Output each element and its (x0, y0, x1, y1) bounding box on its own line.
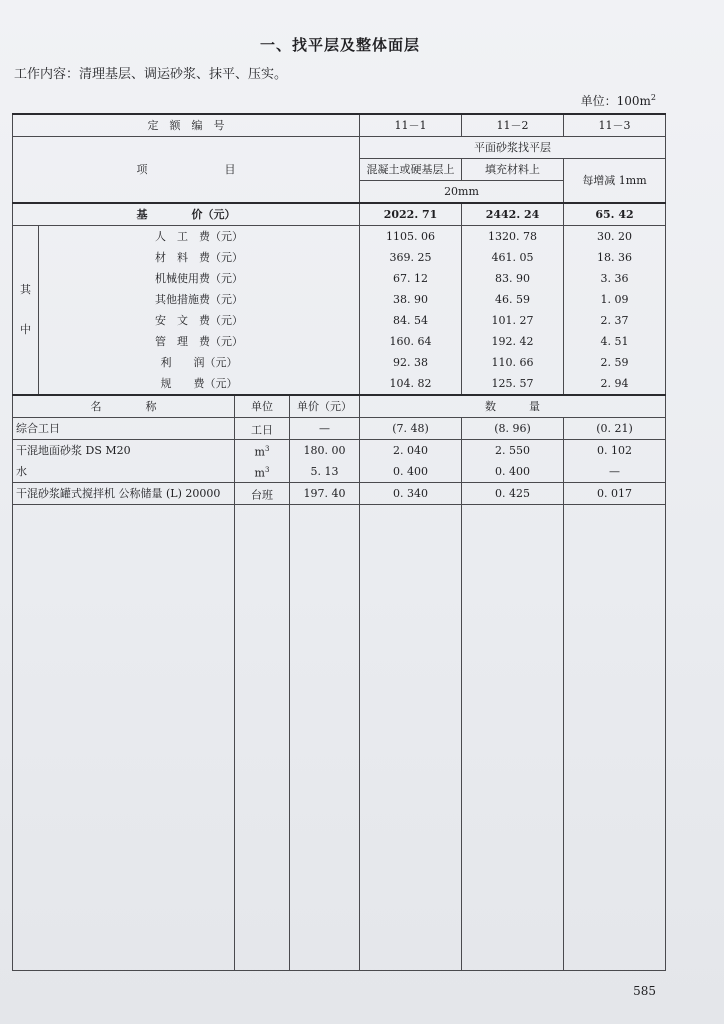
cost-value: 1320. 78 (462, 226, 564, 248)
resource-price: — (290, 418, 360, 440)
code-cell: 11－2 (462, 114, 564, 137)
item-label: 项 目 (13, 137, 360, 204)
resource-qty: (0. 21) (564, 418, 666, 440)
cost-value: 2. 37 (564, 310, 666, 331)
resource-qty: 0. 017 (564, 483, 666, 505)
code-cell: 11－1 (360, 114, 462, 137)
cost-row (13, 352, 666, 373)
header-row-group (13, 137, 666, 159)
base-price-label: 基 价（元） (13, 203, 360, 226)
empty-cell (462, 505, 564, 971)
resource-qty: (8. 96) (462, 418, 564, 440)
resource-qty: 0. 102 (564, 440, 666, 462)
cost-label: 材 料 费（元） (39, 247, 360, 268)
quota-number-label: 定 额 编 号 (13, 114, 360, 137)
cost-value: 2. 94 (564, 373, 666, 395)
resource-unit: $m^3$ (235, 461, 290, 483)
cost-value: 160. 64 (360, 331, 462, 352)
cost-value: 4. 51 (564, 331, 666, 352)
resource-qty: — (564, 461, 666, 483)
cost-value: 18. 36 (564, 247, 666, 268)
resource-qty: (7. 48) (360, 418, 462, 440)
resource-row (13, 440, 666, 462)
resource-price: 5. 13 (290, 461, 360, 483)
quota-number-row (13, 114, 666, 137)
resource-name: 干混地面砂浆 DS M20 (13, 440, 235, 462)
resource-price: 180. 00 (290, 440, 360, 462)
thickness-label: 20mm (360, 181, 564, 204)
cost-label: 其他措施费（元） (39, 289, 360, 310)
work-content: 工作内容：清理基层、调运砂浆、抹平、压实。 (14, 67, 288, 82)
cost-value: 38. 90 (360, 289, 462, 310)
cost-value: 461. 05 (462, 247, 564, 268)
subcol-header: 填充材料上 (462, 159, 564, 181)
resource-unit: $m^3$ (235, 440, 290, 462)
cost-label: 机械使用费（元） (39, 268, 360, 289)
cost-value: 110. 66 (462, 352, 564, 373)
base-price-value: 2442. 24 (462, 203, 564, 226)
empty-cell (564, 505, 666, 971)
resource-qty: 0. 340 (360, 483, 462, 505)
among-label-bottom: 中 (20, 323, 31, 336)
cost-row (13, 373, 666, 395)
unit-label (581, 92, 656, 109)
resource-row (13, 461, 666, 483)
resource-qty: 0. 425 (462, 483, 564, 505)
cost-value: 67. 12 (360, 268, 462, 289)
resource-qty-header: 数 量 (360, 395, 666, 418)
resource-name: 综合工日 (13, 418, 235, 440)
empty-cell (235, 505, 290, 971)
base-price-value: 2022. 71 (360, 203, 462, 226)
resource-name-header: 名 称 (13, 395, 235, 418)
page-number: 585 (633, 984, 656, 998)
cost-label: 安 文 费（元） (39, 310, 360, 331)
resource-unit: 工日 (235, 418, 290, 440)
resource-qty: 0. 400 (462, 461, 564, 483)
base-price-value: 65. 42 (564, 203, 666, 226)
unit-text: 单位：100m (580, 94, 651, 108)
cost-label: 人 工 费（元） (39, 226, 360, 248)
cost-label: 管 理 费（元） (39, 331, 360, 352)
cost-row (13, 310, 666, 331)
section-title: 一、找平层及整体面层 (259, 36, 420, 54)
cost-value: 125. 57 (462, 373, 564, 395)
resource-name: 干混砂浆罐式搅拌机 公称储量 (L) 20000 (13, 483, 235, 505)
among-label (13, 226, 39, 396)
resource-unit: 台班 (235, 483, 290, 505)
cost-value: 369. 25 (360, 247, 462, 268)
resource-price: 197. 40 (290, 483, 360, 505)
cost-row (13, 331, 666, 352)
code-cell: 11－3 (564, 114, 666, 137)
cost-value: 92. 38 (360, 352, 462, 373)
empty-cell (360, 505, 462, 971)
cost-row (13, 247, 666, 268)
resources-header-row (13, 395, 666, 418)
cost-value: 46. 59 (462, 289, 564, 310)
cost-label: 利 润（元） (39, 352, 360, 373)
resource-row (13, 418, 666, 440)
cost-value: 2. 59 (564, 352, 666, 373)
resource-price-header: 单价（元） (290, 395, 360, 418)
cost-value: 104. 82 (360, 373, 462, 395)
resource-row (13, 483, 666, 505)
unit-superscript: 2 (650, 93, 656, 102)
cost-value: 1105. 06 (360, 226, 462, 248)
resource-qty: 0. 400 (360, 461, 462, 483)
cost-value: 83. 90 (462, 268, 564, 289)
resource-qty: 2. 550 (462, 440, 564, 462)
group-title: 平面砂浆找平层 (360, 137, 666, 159)
quota-table (12, 113, 666, 971)
cost-value: 192. 42 (462, 331, 564, 352)
cost-label: 规 费（元） (39, 373, 360, 395)
subcol-header: 混凝土或硬基层上 (360, 159, 462, 181)
resource-name: 水 (13, 461, 235, 483)
cost-value: 84. 54 (360, 310, 462, 331)
cost-value: 1. 09 (564, 289, 666, 310)
cost-value: 101. 27 (462, 310, 564, 331)
empty-cell (13, 505, 235, 971)
subcol-header: 每增减 1mm (564, 159, 666, 204)
cost-row (13, 289, 666, 310)
cost-value: 3. 36 (564, 268, 666, 289)
resource-unit-header: 单位 (235, 395, 290, 418)
base-price-row (13, 203, 666, 226)
cost-value: 30. 20 (564, 226, 666, 248)
resource-qty: 2. 040 (360, 440, 462, 462)
cost-row (13, 268, 666, 289)
among-label-top: 其 (20, 283, 31, 296)
cost-row (13, 226, 666, 248)
empty-cell (290, 505, 360, 971)
empty-filler-row (13, 505, 666, 971)
